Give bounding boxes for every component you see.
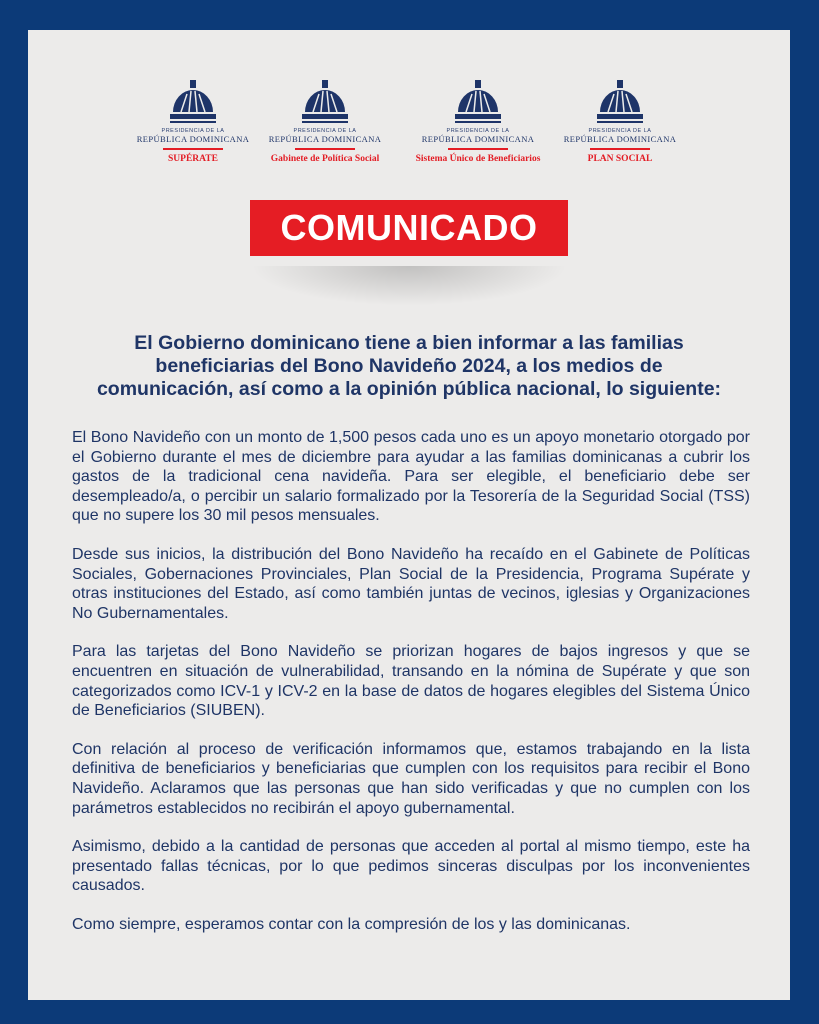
paragraph: Como siempre, esperamos contar con la compresión de los y las dominicanas. <box>72 915 631 933</box>
logo-plan-social: PRESIDENCIA DE LA REPÚBLICA DOMINICANA PLAN SOCIAL <box>545 80 695 164</box>
paragraph: Para las tarjetas del Bono Navideño se priorizan hogares de bajos ingresos y que se encuentren en situación de vulnerabilidad, transando en la nómina de Supérate y que son categorizados como ICV-1 y ICV-2 en la base de datos de hogares elegibles del Sistema Único de Beneficiarios (SIUBEN). <box>72 643 750 720</box>
dome-icon <box>452 80 504 126</box>
body-text <box>72 428 750 953</box>
document-panel <box>28 30 790 1000</box>
red-divider <box>163 148 223 150</box>
paragraph: El Bono Navideño con un monto de 1,500 pesos cada uno es un apoyo monetario otorgado por el Gobierno durante el mes de diciembre para ayudar a las familias dominicanas a cubrir los gastos de la tradicional cena navideña. Para ser elegible, el beneficiario debe ser desempleado/a, o percibir un salario formalizado por la Tesorería de la Seguridad Social (TSS) que no supere los 30 mil pesos mensuales. <box>72 429 750 525</box>
paragraph: Asimismo, debido a la cantidad de personas que acceden al portal al mismo tiempo, este ha presentado fallas técnicas, por lo que pedimos sinceras disculpas por los inconvenientes causados. <box>72 838 750 895</box>
intro-heading: El Gobierno dominicano tiene a bien informar a las familias beneficiarias del Bono Navideño 2024, a los medios de comunicación, así como a la opinión pública nacional, lo siguiente: <box>96 332 722 400</box>
logo-gabinete: PRESIDENCIA DE LA REPÚBLICA DOMINICANA Gabinete de Política Social <box>250 80 400 164</box>
logo-row <box>28 80 790 170</box>
dome-icon <box>299 80 351 126</box>
red-divider <box>590 148 650 150</box>
paragraph: Con relación al proceso de verificación informamos que, estamos trabajando en la lista definitiva de beneficiarios y beneficiarias que cumplen con los requisitos para recibir el Bono Navideño. Aclaramos que las personas que han sido verificadas y que no cumplen con los parámetros establecidos no recibirán el apoyo gubernamental. <box>72 740 750 817</box>
dome-icon <box>167 80 219 126</box>
red-divider <box>295 148 355 150</box>
dome-icon <box>594 80 646 126</box>
title-shadow <box>250 266 568 306</box>
red-divider <box>448 148 508 150</box>
logo-superate: PRESIDENCIA DE LA REPÚBLICA DOMINICANA SUPÉRATE <box>118 80 268 164</box>
comunicado-title: COMUNICADO <box>250 200 568 256</box>
paragraph: Desde sus inicios, la distribución del Bono Navideño ha recaído en el Gabinete de Políticas Sociales, Gobernaciones Provinciales, Plan Social de la Presidencia, Programa Supérate y otras instituciones del Estado, así como también juntas de vecinos, iglesias y Organizaciones No Gubernamentales. <box>72 545 750 622</box>
logo-siuben: PRESIDENCIA DE LA REPÚBLICA DOMINICANA Sistema Único de Beneficiarios <box>403 80 553 164</box>
